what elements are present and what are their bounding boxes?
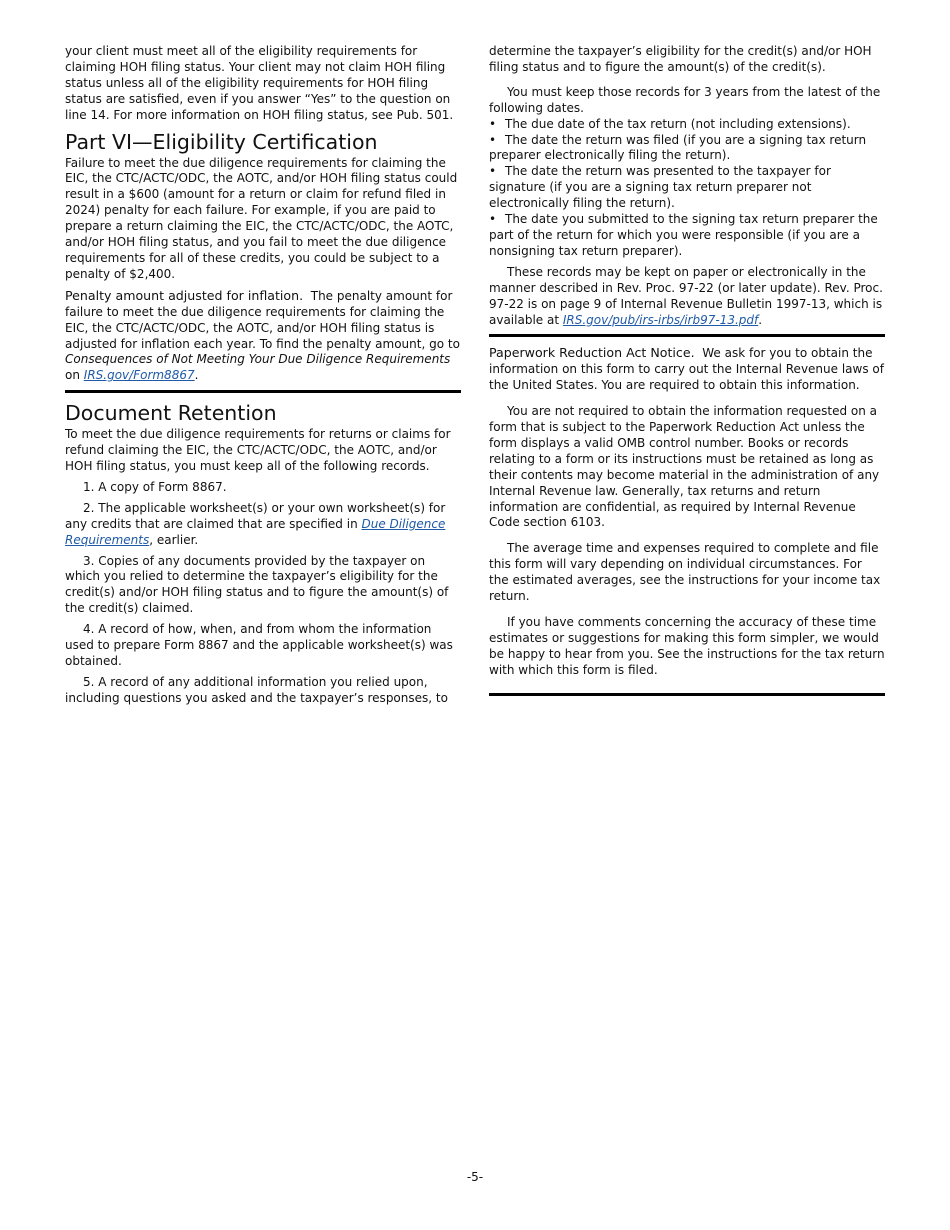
part-vi-heading: Part VI—Eligibility Certification: [65, 129, 378, 154]
penalty-on: on: [65, 368, 80, 383]
records-storage-text: These records may be kept on paper or electronically in the manner described in Rev. Proc. 97-22 (or later update). Rev. Proc. 97-22 is on page 9 of Internal Revenue Bulletin 1997-13, which is available at: [489, 264, 883, 327]
penalty-paragraph: Penalty amount adjusted for inflation. The penalty amount for failure to meet the due diligence requirements for claiming the EIC, the CTC/ACTC/ODC, the AOTC, and/or HOH filing status is adjusted for inflation each year. To find the penalty amount, go to Consequences of Not Meeting Your Due Diligence Requirements on IRS.gov/Form8867.: [65, 287, 460, 383]
bullet-icon: •: [489, 116, 497, 131]
bullet-icon: •: [489, 212, 497, 227]
item2-text-end: , earlier.: [149, 532, 199, 547]
penalty-text: The penalty amount for failure to meet the due diligence requirements for claiming the EIC, the CTC/ACTC/ODC, the AOTC, and/or HOH filing status is adjusted for inflation each year. To find the penalty amount, go to: [65, 288, 460, 351]
left-column: [65, 44, 461, 712]
irb-link[interactable]: IRS.gov/pub/irs-irbs/irb97-13.pdf: [562, 312, 759, 327]
list-item: • The date you submitted to the signing tax return preparer the part of the return for which you were responsible (if you are a nonsigning tax return preparer).: [489, 212, 878, 258]
list-item: 4. A record of how, when, and from whom the information used to prepare Form 8867 and the applicable worksheet(s) was obtained.: [65, 622, 453, 668]
keep-records-paragraph: You must keep those records for 3 years from the latest of the following dates.: [489, 84, 881, 115]
list-item: 5. A record of any additional information you relied upon, including questions you asked and the taxpayer’s responses, to: [65, 674, 448, 705]
time-estimate-paragraph: The average time and expenses required to complete and file this form will vary depending on individual circumstances. For the estimated averages, see the instructions for your income tax return.: [489, 541, 881, 604]
list-item: • The due date of the tax return (not including extensions).: [489, 116, 851, 131]
list-item: 3. Copies of any documents provided by the taxpayer on which you relied to determine the taxpayer’s eligibility for the credit(s) and/or HOH filing status and to figure the amount(s) of the credit(s) claimed.: [65, 553, 449, 616]
paperwork-notice-heading: Paperwork Reduction Act Notice.: [489, 345, 695, 361]
item2-text: 2. The applicable worksheet(s) or your own worksheet(s) for any credits that are claimed that are specified in: [65, 500, 446, 531]
comments-paragraph: If you have comments concerning the accuracy of these time estimates or suggestions for making this form simpler, we would be happy to hear from you. See the instructions for the tax return with which this form is filed.: [489, 615, 885, 677]
part-vi-paragraph: Failure to meet the due diligence requirements for claiming the EIC, the CTC/ACTC/ODC, the AOTC, and/or HOH filing status could result in a $600 (amount for a return or claim for refund filed in 2024) penalty for each failure. For example, if you are paid to prepare a return claiming the EIC, the CTC/ACTC/ODC, the AOTC, and/or HOH filing status, and you fail to meet the due diligence requirements for all of these credits, you could be subject to a penalty of $2,400.: [65, 155, 458, 281]
section-divider: [65, 390, 461, 393]
list-item: • The date the return was presented to the taxpayer for signature (if you are a signing tax return preparer not electronically filing the return).: [489, 164, 831, 211]
omb-paragraph: You are not required to obtain the information requested on a form that is subject to the Paperwork Reduction Act unless the form displays a valid OMB control number. Books or records relating to a form or its instructions must be retained as long as their contents may become material in the administration of any Internal Revenue law. Generally, tax returns and return information are confidential, as required by Internal Revenue Code section 6103.: [489, 404, 880, 530]
list-item: [65, 501, 461, 549]
penalty-runin-heading: Penalty amount adjusted for inflation.: [65, 287, 304, 303]
hoh-intro-paragraph: your client must meet all of the eligibility requirements for claiming HOH filing status. Your client may not claim HOH filing status unless all of the eligibility requirements for HOH filing status are satisfied, even if you answer “Yes” to the question on line 14. For more information on HOH filing status, see Pub. 501.: [65, 44, 454, 122]
form8867-link[interactable]: IRS.gov/Form8867: [83, 368, 195, 383]
right-column: [489, 44, 885, 704]
paperwork-notice-paragraph: [489, 345, 885, 394]
records-storage-paragraph: These records may be kept on paper or electronically in the manner described in Rev. Proc. 97-22 (or later update). Rev. Proc. 97-22 is on page 9 of Internal Revenue Bulletin 1997-13, which is available at IRS.gov/pub/irs-irbs/irb97-13.pdf.: [489, 264, 883, 327]
list-item: 1. A copy of Form 8867.: [83, 479, 227, 494]
section-divider: [489, 334, 885, 337]
penalty-italic-title: Consequences of Not Meeting Your Due Diligence Requirements: [65, 352, 451, 367]
document-retention-heading: Document Retention: [65, 401, 277, 426]
page-number: -5-: [466, 1170, 484, 1184]
due-diligence-link[interactable]: Due Diligence Requirements: [65, 516, 446, 547]
list-item: • The date the return was filed (if you are a signing tax return preparer electronically filing the return).: [489, 132, 867, 163]
document-retention-intro: To meet the due diligence requirements for returns or claims for refund claiming the EIC, the CTC/ACTC/ODC, the AOTC, and/or HOH filing status, you must keep all of the following records.: [65, 427, 451, 474]
bullet-icon: •: [489, 132, 497, 147]
bullet-icon: •: [489, 164, 497, 179]
records-continuation: determine the taxpayer’s eligibility for the credit(s) and/or HOH filing status and to figure the amount(s) of the credit(s).: [489, 44, 872, 74]
section-divider: [489, 693, 885, 696]
paperwork-notice-text: We ask for you to obtain the information on this form to carry out the Internal Revenue laws of the United States. You are required to obtain this information.: [489, 346, 884, 393]
